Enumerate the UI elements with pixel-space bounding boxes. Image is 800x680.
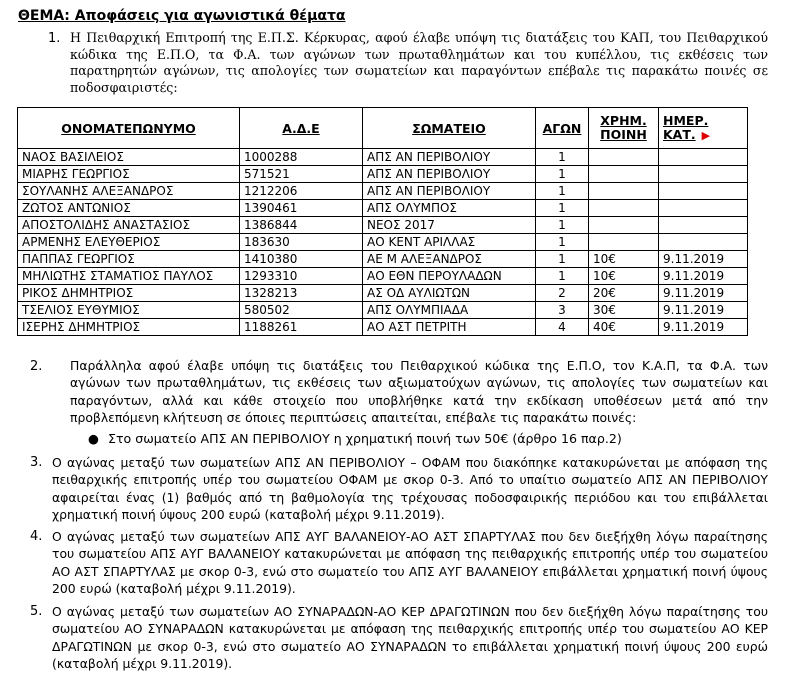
- cell-name: ΑΡΜΕΝΗΣ ΕΛΕΥΘΕΡΙΟΣ: [18, 234, 240, 251]
- cell-games: 1: [536, 251, 589, 268]
- cell-fine: 40€: [589, 319, 659, 336]
- cell-date: [659, 166, 748, 183]
- cell-games: 3: [536, 302, 589, 319]
- paragraph-5: Ο αγώνας μεταξύ των σωματείων ΑΟ ΣΥΝΑΡΑΔΩΝ-ΑΟ ΚΕΡ ΔΡΑΓΩΤΙΝΩΝ που δεν διεξήχθη λόγω παραίτησης του σωματείου ΑΟ ΣΥΝΑΡΑΔΩΝ κατακυρώνεται με απόφαση της πειθαρχικής επιτροπής υπέρ του σωματείου ΑΟ ΚΕΡ ΔΡΑΓΩΤΙΝΩΝ με σκορ 0-3, ενώ στο σωματείο ΑΟ ΣΥΝΑΡΑΔΩΝ το επιβάλλεται χρηματική ποινή ύψους 200 ευρώ (καταβολή μέχρι 9.11.2019).: [52, 604, 768, 671]
- cell-fine: [589, 166, 659, 183]
- cell-ade: 1293310: [240, 268, 363, 285]
- cell-games: 1: [536, 149, 589, 166]
- cell-club: ΑΠΣ ΟΛΥΜΠΙΑΔΑ: [363, 302, 536, 319]
- header-fine: ΧΡΗΜ. ΠΟΙΝΗ: [589, 108, 659, 149]
- cell-games: 1: [536, 217, 589, 234]
- cell-date: [659, 149, 748, 166]
- item-number-5: 5.: [30, 604, 43, 619]
- cell-name: ΡΙΚΟΣ ΔΗΜΗΤΡΙΟΣ: [18, 285, 240, 302]
- cell-name: ΜΗΛΙΩΤΗΣ ΣΤΑΜΑΤΙΟΣ ΠΑΥΛΟΣ: [18, 268, 240, 285]
- table-row: [18, 149, 748, 166]
- cell-name: ΤΣΕΛΙΟΣ ΕΥΘΥΜΙΟΣ: [18, 302, 240, 319]
- cell-ade: 1386844: [240, 217, 363, 234]
- paragraph-2: Παράλληλα αφού έλαβε υπόψη τις διατάξεις του Πειθαρχικού κώδικα της Ε.Π.Ο, τον Κ.Α.Π, τα Φ.Α. των αγώνων των πρωταθλημάτων, τις εκθέσεις των αξιωματούχων αγώνων, τις απολογίες των σωματείων και παραγόντων, αλλά και κάθε στοιχείο που υποβλήθηκε κατά την εκδίκαση υποθέσεων μετά από την προβλεπόμενη κλήτευση σε όποιες περιπτώσεις απαιτείται, επέβαλε τις παρακάτω ποινές:: [70, 358, 768, 425]
- cell-name: ΙΣΕΡΗΣ ΔΗΜΗΤΡΙΟΣ: [18, 319, 240, 336]
- cell-games: 4: [536, 319, 589, 336]
- cell-fine: [589, 234, 659, 251]
- cell-date: [659, 234, 748, 251]
- table-row: [18, 217, 748, 234]
- cell-games: 1: [536, 166, 589, 183]
- cell-name: ΖΩΤΟΣ ΑΝΤΩΝΙΟΣ: [18, 200, 240, 217]
- item-number-1: 1.: [48, 31, 61, 46]
- table-header-row: [18, 108, 748, 149]
- document-title: ΘΕΜΑ: Αποφάσεις για αγωνιστικά θέματα: [18, 8, 346, 24]
- cell-games: 1: [536, 234, 589, 251]
- cell-name: ΑΠΟΣΤΟΛΙΔΗΣ ΑΝΑΣΤΑΣΙΟΣ: [18, 217, 240, 234]
- table-row: [18, 302, 748, 319]
- cell-name: ΜΙΑΡΗΣ ΓΕΩΡΓΙΟΣ: [18, 166, 240, 183]
- header-date: [659, 108, 748, 149]
- cell-club: ΑΠΣ ΑΝ ΠΕΡΙΒΟΛΙΟΥ: [363, 166, 536, 183]
- item-number-4: 4.: [30, 529, 43, 544]
- cell-club: ΑΕ Μ ΑΛΕΞΑΝΔΡΟΣ: [363, 251, 536, 268]
- paragraph-4: Ο αγώνας μεταξύ των σωματείων ΑΠΣ ΑΥΓ ΒΑΛΑΝΕΙΟΥ-ΑΟ ΑΣΤ ΣΠΑΡΤΥΛΑΣ που δεν διεξήχθη λόγω παραίτησης του σωματείου ΑΠΣ ΑΥΓ ΒΑΛΑΝΕΙΟΥ κατακυρώνεται με απόφαση της πειθαρχικής επιτροπής υπέρ του σωματείου ΑΟ ΑΣΤ ΣΠΑΡΤΥΛΑΣ με σκορ 0-3, ενώ στο σωματείο του ΑΠΣ ΑΥΓ ΒΑΛΑΝΕΙΟΥ επιβάλλεται χρηματική ποινή ύψους 200 ευρώ (καταβολή μέχρι 9.11.2019).: [52, 529, 768, 596]
- cell-ade: 1000288: [240, 149, 363, 166]
- header-date-label: ΗΜΕΡ. ΚΑΤ.: [663, 112, 709, 142]
- cell-ade: 1328213: [240, 285, 363, 302]
- header-club: ΣΩΜΑΤΕΙΟ: [363, 108, 536, 149]
- cell-ade: 1410380: [240, 251, 363, 268]
- cell-fine: 10€: [589, 251, 659, 268]
- cell-ade: 580502: [240, 302, 363, 319]
- cell-club: ΑΠΣ ΑΝ ΠΕΡΙΒΟΛΙΟΥ: [363, 183, 536, 200]
- cell-club: ΑΟ ΚΕΝΤ ΑΡΙΛΛΑΣ: [363, 234, 536, 251]
- table-row: [18, 200, 748, 217]
- table-row: [18, 166, 748, 183]
- cell-name: ΝΑΟΣ ΒΑΣΙΛΕΙΟΣ: [18, 149, 240, 166]
- cell-date: [659, 200, 748, 217]
- cell-date: 9.11.2019: [659, 319, 748, 336]
- table-row: [18, 268, 748, 285]
- cell-ade: 1188261: [240, 319, 363, 336]
- cell-club: ΑΟ ΕΘΝ ΠΕΡΟΥΛΑΔΩΝ: [363, 268, 536, 285]
- cell-club: ΑΟ ΑΣΤ ΠΕΤΡΙΤΗ: [363, 319, 536, 336]
- cell-date: 9.11.2019: [659, 285, 748, 302]
- table-row: [18, 251, 748, 268]
- table-row: [18, 234, 748, 251]
- cell-fine: 20€: [589, 285, 659, 302]
- cell-fine: [589, 183, 659, 200]
- cell-fine: [589, 200, 659, 217]
- cell-games: 1: [536, 268, 589, 285]
- cell-name: ΠΑΠΠΑΣ ΓΕΩΡΓΙΟΣ: [18, 251, 240, 268]
- item-number-2: 2.: [30, 359, 43, 374]
- table-row: [18, 183, 748, 200]
- cell-date: [659, 217, 748, 234]
- cell-games: 1: [536, 200, 589, 217]
- header-name: ΟΝΟΜΑΤΕΠΩΝΥΜΟ: [18, 108, 240, 149]
- cell-ade: 183630: [240, 234, 363, 251]
- cell-fine: 30€: [589, 302, 659, 319]
- cell-ade: 571521: [240, 166, 363, 183]
- cell-ade: 1390461: [240, 200, 363, 217]
- red-triangle-icon[interactable]: ▶: [701, 128, 711, 142]
- penalties-table: [17, 107, 748, 336]
- cell-date: [659, 183, 748, 200]
- cell-games: 2: [536, 285, 589, 302]
- item-number-3: 3.: [30, 455, 43, 470]
- paragraph-3: Ο αγώνας μεταξύ των σωματείων ΑΠΣ ΑΝ ΠΕΡΙΒΟΛΙΟΥ – ΟΦΑΜ που διακόπηκε κατακυρώνεται με απόφαση της πειθαρχικής επιτροπής υπέρ του σωματείου ΟΦΑΜ με σκορ 0-3. Από το υπαίτιο σωματείο ΑΠΣ ΑΝ ΠΕΡΙΒΟΛΙΟΥ αφαιρείται ένας (1) βαθμός από τη βαθμολογία της τρέχουσας ποδοσφαιρικής περιόδου και του επιβάλλεται χρηματική ποινή ύψους 200 ευρώ (καταβολή μέχρι 9.11.2019).: [52, 455, 768, 522]
- cell-club: ΝΕΟΣ 2017: [363, 217, 536, 234]
- bullet-text: Στο σωματείο ΑΠΣ ΑΝ ΠΕΡΙΒΟΛΙΟΥ η χρηματική ποινή των 50€ (άρθρο 16 παρ.2): [108, 431, 622, 446]
- table-row: [18, 285, 748, 302]
- cell-fine: [589, 149, 659, 166]
- cell-date: 9.11.2019: [659, 268, 748, 285]
- cell-games: 1: [536, 183, 589, 200]
- header-ade: Α.Δ.Ε: [240, 108, 363, 149]
- cell-club: ΑΣ ΟΔ ΑΥΛΙΩΤΩΝ: [363, 285, 536, 302]
- cell-date: 9.11.2019: [659, 302, 748, 319]
- cell-date: 9.11.2019: [659, 251, 748, 268]
- paragraph-1: Η Πειθαρχική Επιτροπή της Ε.Π.Σ. Κέρκυρας, αφού έλαβε υπόψη τις διατάξεις του ΚΑΠ, του Πειθαρχικού κώδικα της Ε.Π.Ο, τα Φ.Α. των αγώνων των πρωταθλημάτων και του κυπέλλου, τις εκθέσεις των παρατηρητών αγώνων, τις απολογίες των σωματείων και παραγόντων επέβαλε τις παρακάτω ποινές σε ποδοσφαιριστές:: [70, 30, 768, 95]
- cell-club: ΑΠΣ ΑΝ ΠΕΡΙΒΟΛΙΟΥ: [363, 149, 536, 166]
- cell-ade: 1212206: [240, 183, 363, 200]
- cell-fine: [589, 217, 659, 234]
- cell-name: ΣΟΥΛΑΝΗΣ ΑΛΕΞΑΝΔΡΟΣ: [18, 183, 240, 200]
- bullet-icon: ●: [88, 431, 99, 446]
- table-row: [18, 319, 748, 336]
- cell-club: ΑΠΣ ΟΛΥΜΠΟΣ: [363, 200, 536, 217]
- header-games: ΑΓΩΝ: [536, 108, 589, 149]
- cell-fine: 10€: [589, 268, 659, 285]
